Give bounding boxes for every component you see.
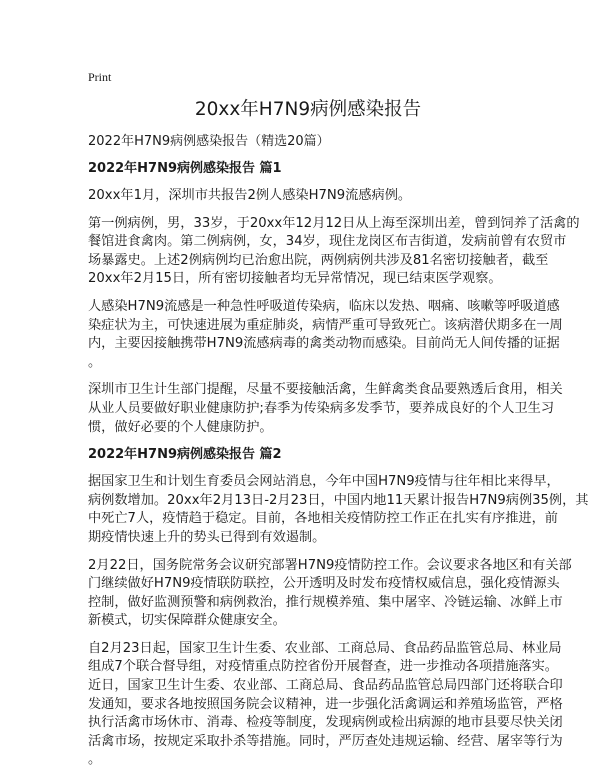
paragraph — [88, 215, 580, 289]
paragraph-line: 。 — [88, 354, 102, 370]
paragraph — [88, 381, 563, 437]
paragraph-line: 20xx年1月，深圳市共报告2例人感染H7N9流感病例。 — [88, 188, 412, 203]
section-heading: 2022年H7N9病例感染报告 篇2 — [88, 447, 282, 463]
paragraph-line: 餐馆进食禽肉。第二例病例，女，34岁，现住龙岗区布吉街道，发病前曾有农贸市 — [88, 234, 567, 250]
paragraph-line: 染症状为主，可快速进展为重症肺炎，病情严重可导致死亡。该病潜伏期多在一周 — [88, 317, 563, 333]
paragraph-line: 内，主要因接触携带H7N9流感病毒的禽类动物而感染。目前尚无人间传播的证据 — [88, 336, 560, 352]
paragraph-line: 第一例病例，男，33岁，于20xx年12月12日从上海至深圳出差，曾到饲养了活禽的 — [88, 215, 580, 231]
paragraph-line: 期疫情快速上升的势头已得到有效遏制。 — [88, 529, 326, 545]
document-page — [88, 70, 589, 779]
paragraph — [88, 557, 572, 631]
section-heading: 2022年H7N9病例感染报告 篇1 — [88, 161, 282, 176]
paragraph-line: 20xx年2月15日，所有密切接触者均无异常情况，现已结束医学观察。 — [88, 271, 502, 287]
paragraph-line: 。 — [88, 752, 102, 768]
paragraph-line: 近日，国家卫生计生委、农业部、工商总局、食品药品监管总局四部门还将联合印 — [88, 678, 563, 694]
print-label[interactable]: Print — [88, 70, 112, 84]
paragraph-line: 惯，做好必要的个人健康防护。 — [88, 419, 273, 435]
paragraph — [88, 473, 589, 547]
paragraph-line: 自2月23日起，国家卫生计生委、农业部、工商总局、食品药品监管总局、林业局 — [88, 640, 562, 656]
paragraph-line: 人感染H7N9流感是一种急性呼吸道传染病，临床以发热、咽痛、咳嗽等呼吸道感 — [88, 298, 560, 314]
paragraph-line: 中死亡7人，疫情趋于稳定。目前，各地相关疫情防控工作正在扎实有序推进，前 — [88, 511, 558, 527]
document-subtitle: 2022年H7N9病例感染报告（精选20篇） — [88, 134, 330, 149]
paragraph — [88, 640, 563, 770]
paragraph — [88, 298, 563, 372]
paragraph-line: 深圳市卫生计生部门提醒，尽量不要接触活禽，生鲜禽类食品要熟透后食用，相关 — [88, 382, 563, 398]
paragraph-line: 从业人员要做好职业健康防护;春季为传染病多发季节，要养成良好的个人卫生习 — [88, 400, 555, 416]
paragraph-line: 2月22日，国务院常务会议研究部署H7N9疫情防控工作。会议要求各地区和有关部 — [88, 557, 572, 573]
document-title: 20xx年H7N9病例感染报告 — [194, 99, 422, 120]
paragraph-line: 执行活禽市场休市、消毒、检疫等制度，发现病例或检出病源的地市县要尽快关闭 — [88, 715, 563, 731]
paragraph-line: 发通知，要求各地按照国务院会议精神，进一步强化活禽调运和养殖场监管，严格 — [88, 696, 563, 712]
paragraph-line: 活禽市场，按规定采取扑杀等措施。同时，严厉查处违规运输、经营、屠宰等行为 — [88, 733, 563, 749]
paragraph-line: 控制，做好监测预警和病例救治，推行规模养殖、集中屠宰、冷链运输、冰鲜上市 — [88, 594, 563, 610]
sections — [88, 160, 589, 770]
paragraph-line: 据国家卫生和计划生育委员会网站消息，今年中国H7N9疫情与往年相比来得早， — [88, 474, 560, 490]
paragraph-line: 病例数增加。20xx年2月13日-2月23日，中国内地11天累计报告H7N9病例35例，其 — [88, 492, 589, 508]
paragraph-line: 场暴露史。上述2例病例均已治愈出院，两例病例共涉及81名密切接触者，截至 — [88, 252, 549, 268]
paragraph-line: 组成7个联合督导组，对疫情重点防控省份开展督查，进一步推动各项措施落实。 — [88, 659, 558, 675]
paragraph-line: 新模式，切实保障群众健康安全。 — [88, 613, 286, 629]
paragraph-line: 门继续做好H7N9疫情联防联控，公开透明及时发布疫情权威信息，强化疫情源头 — [88, 576, 560, 592]
paragraph — [88, 187, 528, 206]
